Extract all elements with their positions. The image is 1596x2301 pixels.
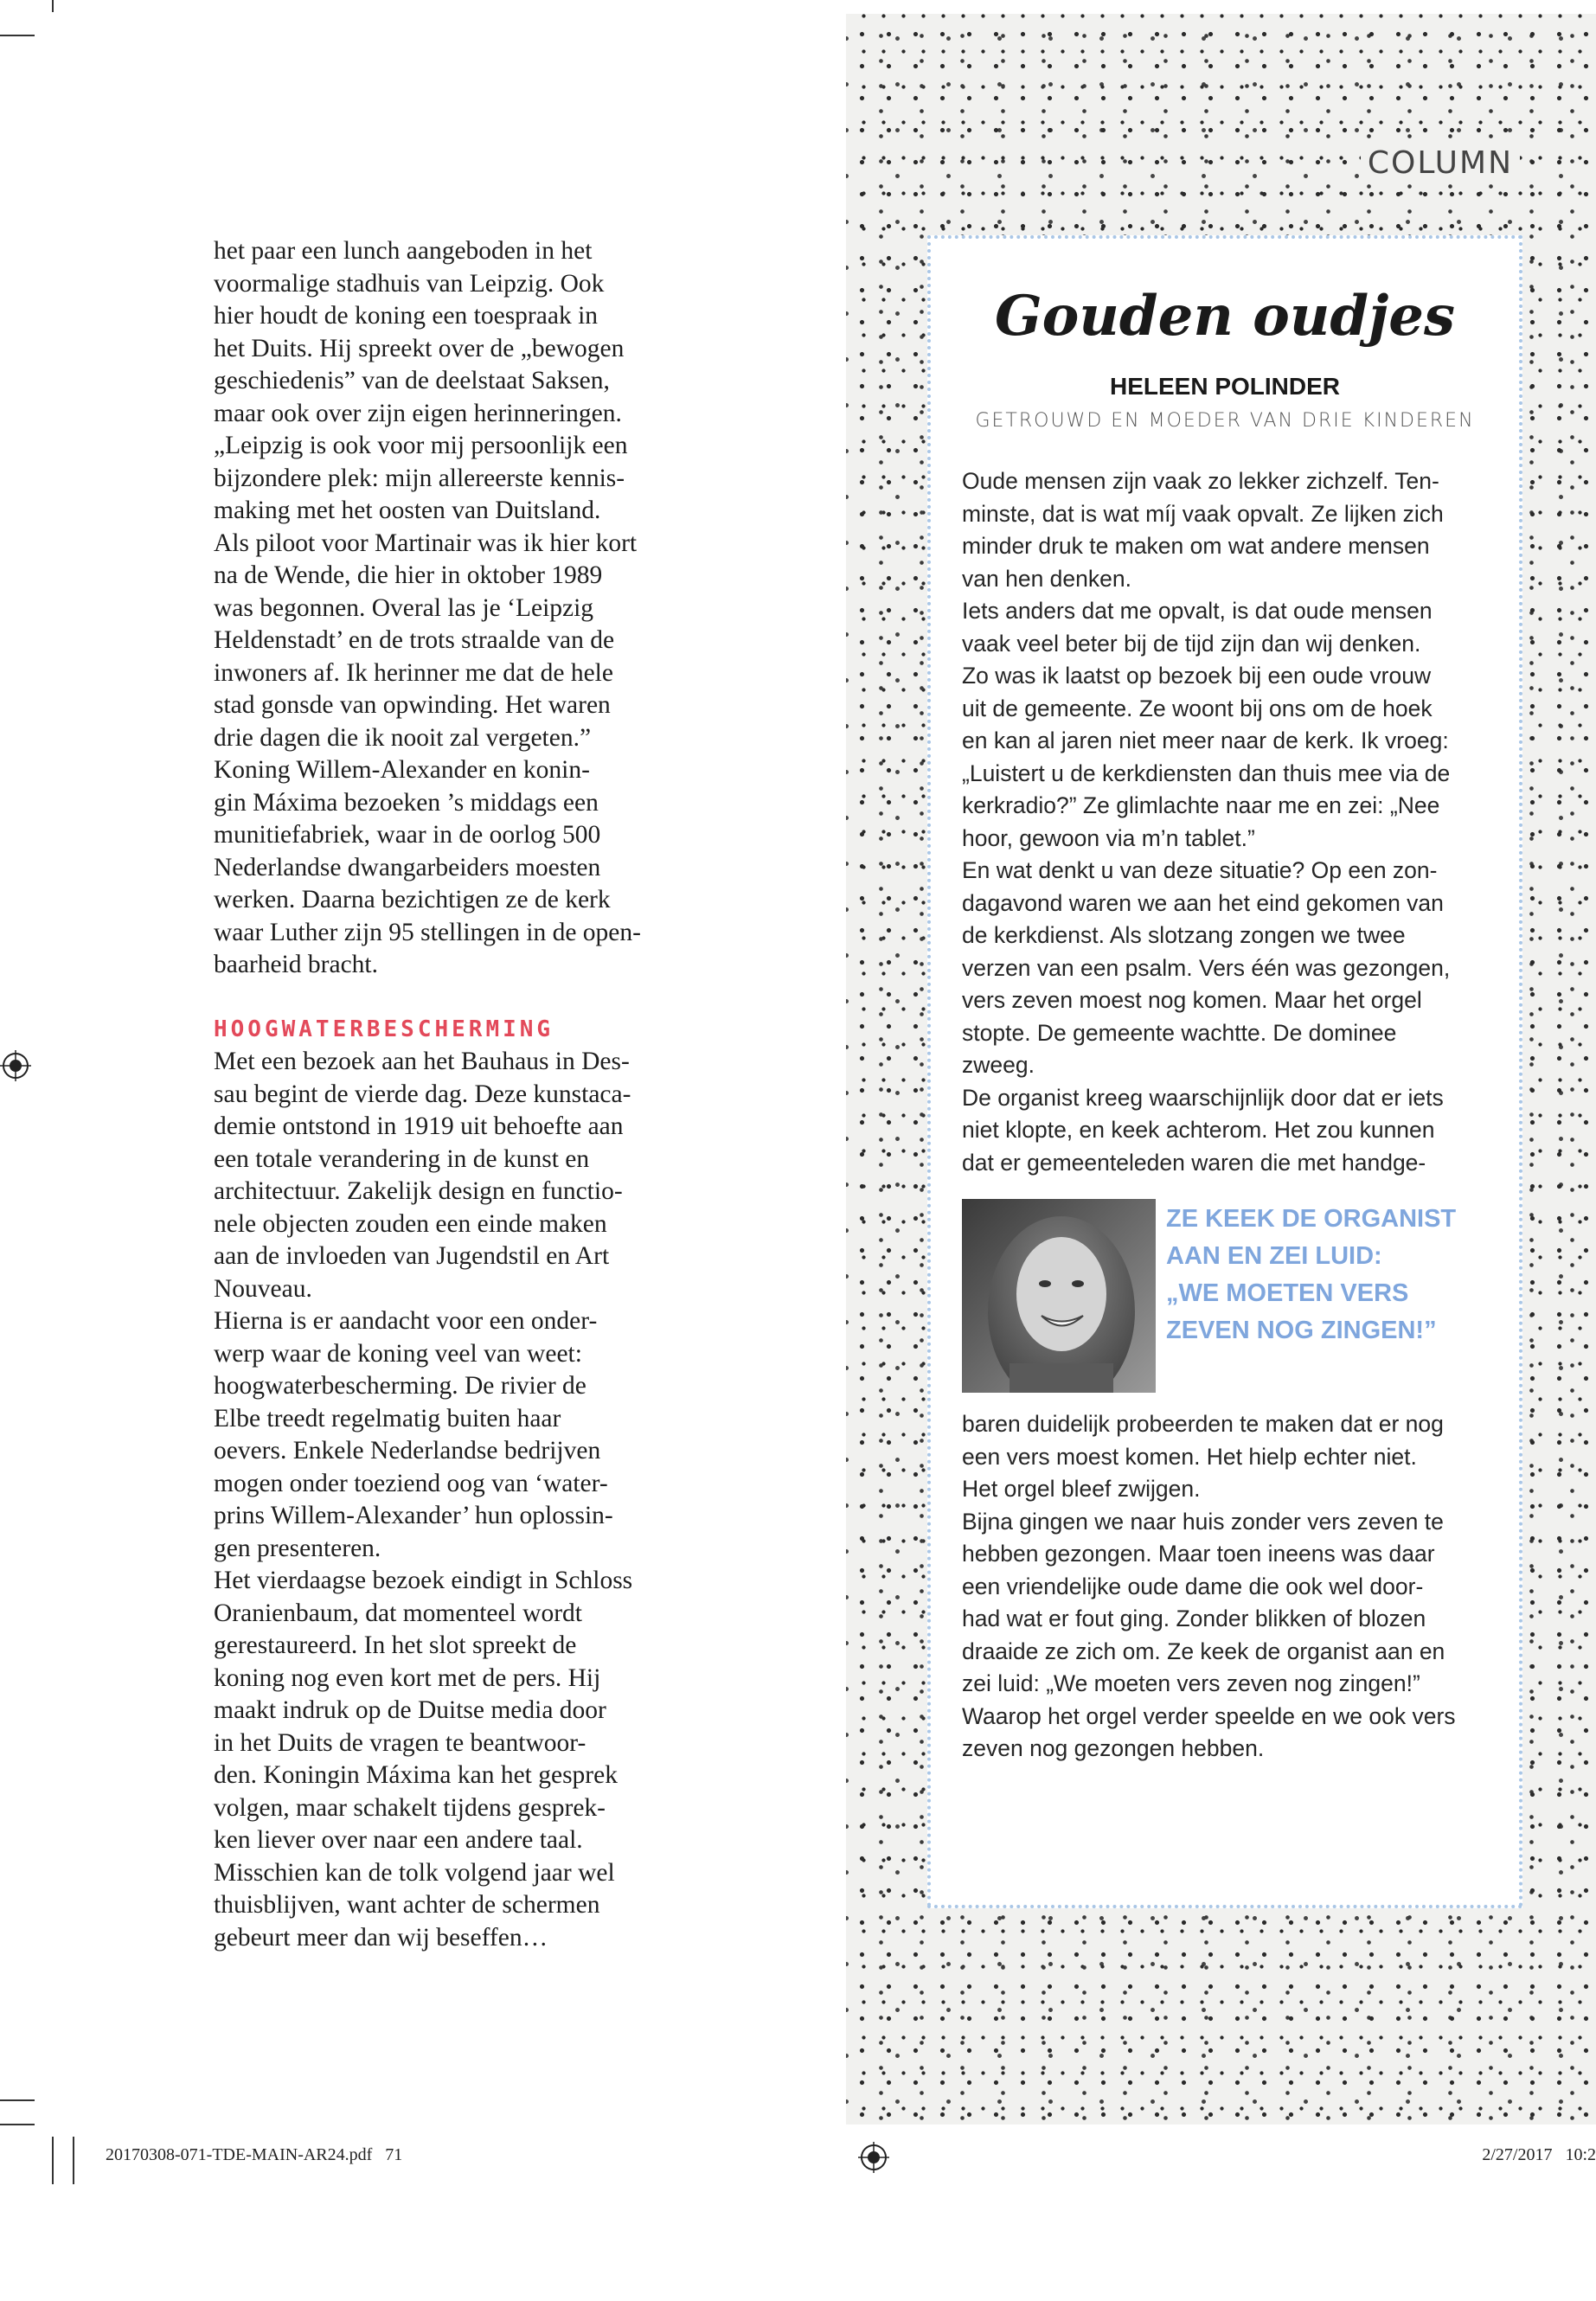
article-line: werp waar de koning veel van weet: [214, 1339, 582, 1368]
article-line: maakt indruk op de Duitse media door [214, 1696, 606, 1724]
article-paragraphs [214, 235, 681, 982]
column-label: COLUMN [1361, 144, 1520, 183]
article-line: na de Wende, die hier in oktober 1989 [214, 561, 603, 589]
article-line: ken liever over naar een andere taal. [214, 1826, 583, 1854]
article-line: bijzondere plek: mijn allereerste kennis- [214, 464, 625, 492]
article-line: maar ook over zijn eigen herinneringen. [214, 399, 622, 427]
article-line: mogen onder toeziend oog van ‘water- [214, 1469, 608, 1497]
article-line: hoogwaterbescherming. De rivier de [214, 1372, 586, 1400]
article-line: inwoners af. Ik herinner me dat de hele [214, 658, 613, 687]
article-line: sau begint de vierde dag. Deze kunstaca- [214, 1080, 631, 1108]
column-body-1 [962, 465, 1498, 1179]
article-line: koning nog even kort met de pers. Hij [214, 1663, 601, 1692]
article-line: drie dagen die ik nooit zal vergeten.” [214, 723, 592, 752]
article-line: hier houdt de koning een toespraak in [214, 302, 599, 330]
column-title: Gouden oudjes [994, 284, 1456, 349]
article-line: oevers. Enkele Nederlandse bedrijven [214, 1437, 601, 1465]
column-line: De organist kreeg waarschijnlijk door dat er iets [962, 1084, 1444, 1111]
author-role: GETROUWD EN MOEDER VAN DRIE KINDEREN [975, 410, 1475, 432]
article-line: Het vierdaagse bezoek eindigt in Schloss [214, 1567, 633, 1594]
quote-line: ZE KEEK DE ORGANIST [1166, 1205, 1457, 1233]
article-line: gerestaureerd. In het slot spreekt de [214, 1631, 577, 1659]
article-line: een totale verandering in de kunst en [214, 1144, 590, 1173]
article-line: geschiedenis” van de deelstaat Saksen, [214, 367, 610, 394]
crop-mark [73, 2137, 74, 2184]
article-line: Nouveau. [214, 1274, 312, 1303]
registration-mark-icon [0, 1050, 31, 1081]
column-line: Het orgel bleef zwijgen. [962, 1476, 1201, 1502]
column-line: Iets anders dat me opvalt, is dat oude mensen [962, 598, 1433, 624]
article-line: baarheid bracht. [214, 951, 379, 978]
author-photo [962, 1199, 1156, 1393]
column-line: „Luistert u de kerkdiensten dan thuis mee via de [962, 760, 1451, 786]
author-portrait-image [962, 1199, 1156, 1393]
article-line: waar Luther zijn 95 stellingen in de open- [214, 918, 641, 946]
column-line: uit de gemeente. Ze woont bij ons om de hoek [962, 695, 1433, 721]
article-line: Met een bezoek aan het Bauhaus in Des- [214, 1048, 630, 1075]
column-line: zweeg. [962, 1052, 1035, 1078]
column-line: vaak veel beter bij de tijd zijn dan wij denken. [962, 630, 1421, 657]
column-line: had wat er fout ging. Zonder blikken of blozen [962, 1606, 1426, 1631]
column-line: niet klopte, en keek achterom. Het zou kunnen [962, 1117, 1435, 1143]
column-line: vers zeven moest nog komen. Maar het orgel [962, 987, 1422, 1013]
article-line: Misschien kan de tolk volgend jaar wel [214, 1858, 615, 1887]
article-line: gen presenteren. [214, 1534, 381, 1562]
article-line: Heldenstadt’ en de trots straalde van de [214, 626, 615, 654]
article-left-column [214, 235, 681, 1954]
footer-filename: 20170308-071-TDE-MAIN-AR24.pdf 71 [106, 2145, 403, 2164]
column-line: dat er gemeenteleden waren die met handge- [962, 1149, 1426, 1176]
article-line: gin Máxima bezoeken ’s middags een [214, 788, 599, 817]
crop-mark [0, 2099, 35, 2101]
footer-date: 2/27/2017 10:2 [1482, 2145, 1596, 2164]
crop-mark [52, 2137, 54, 2184]
article-line: het paar een lunch aangeboden in het [214, 237, 593, 265]
article-line: stad gonsde van opwinding. Het waren [214, 691, 611, 719]
column-line: de kerkdienst. Als slotzang zongen we twee [962, 922, 1406, 948]
column-line: minste, dat is wat míj vaak opvalt. Ze lijken zich [962, 500, 1444, 527]
crop-mark [0, 2124, 35, 2125]
author-name: HELEEN POLINDER [1109, 373, 1341, 400]
article-line: Nederlandse dwangarbeiders moesten [214, 853, 601, 881]
column-line: stopte. De gemeente wachtte. De dominee [962, 1019, 1397, 1046]
article-line: making met het oosten van Duitsland. [214, 497, 601, 524]
column-line: zeven nog gezongen hebben. [962, 1735, 1265, 1761]
column-body-2 [962, 1408, 1498, 1766]
column-card [927, 235, 1522, 1908]
article-line: architectuur. Zakelijk design en functio- [214, 1177, 623, 1205]
article-paragraphs-2 [214, 1046, 681, 1954]
column-line: draaide ze zich om. Ze keek de organist aan en [962, 1638, 1445, 1664]
column-line: en kan al jaren niet meer naar de kerk. Ik vroeg: [962, 727, 1449, 753]
column-line: een vers moest komen. Het hielp echter niet. [962, 1443, 1417, 1470]
article-line: volgen, maar schakelt tijdens gesprek- [214, 1793, 606, 1822]
article-line: Als piloot voor Martinair was ik hier kort [214, 529, 638, 557]
article-line: Koning Willem-Alexander en konin- [214, 756, 590, 784]
article-line: aan de invloeden van Jugendstil en Art [214, 1242, 610, 1270]
column-line: kerkradio?” Ze glimlachte naar me en zei: „Nee [962, 792, 1440, 818]
article-line: voormalige stadhuis van Leipzig. Ook [214, 269, 605, 298]
column-line: van hen denken. [962, 565, 1131, 592]
article-line: Hierna is er aandacht voor een onder- [214, 1307, 598, 1335]
article-line: Elbe treedt regelmatig buiten haar [214, 1404, 561, 1433]
article-line: het Duits. Hij spreekt over de „bewogen [214, 334, 625, 362]
column-line: baren duidelijk probeerden te maken dat er nog [962, 1411, 1444, 1437]
column-line: minder druk te maken om wat andere mensen [962, 533, 1430, 559]
column-line: En wat denkt u van deze situatie? Op een zon- [962, 857, 1438, 883]
column-line: Zo was ik laatst op bezoek bij een oude vrouw [962, 663, 1432, 689]
registration-mark-icon [858, 2142, 889, 2173]
article-line: werken. Daarna bezichtigen ze de kerk [214, 886, 611, 913]
article-line: gebeurt meer dan wij beseffen… [214, 1923, 548, 1952]
quote-line: „WE MOETEN VERS [1166, 1279, 1409, 1307]
article-line: Oranienbaum, dat momenteel wordt [214, 1599, 582, 1627]
article-line: was begonnen. Overal las je ‘Leipzig [214, 593, 594, 622]
article-line: prins Willem-Alexander’ hun oplossin- [214, 1502, 613, 1529]
pull-quote [1166, 1201, 1495, 1349]
article-subheading: HOOGWATERBESCHERMING [214, 1016, 554, 1042]
crop-mark [52, 0, 54, 12]
quote-line: AAN EN ZEI LUID: [1166, 1242, 1382, 1270]
article-line: den. Koningin Máxima kan het gesprek [214, 1761, 618, 1789]
article-line: munitiefabriek, waar in de oorlog 500 [214, 821, 601, 849]
column-line: zei luid: „We moeten vers zeven nog zingen!” [962, 1670, 1420, 1696]
column-line: hebben gezongen. Maar toen ineens was daar [962, 1541, 1435, 1567]
column-line: hoor, gewoon via m’n tablet.” [962, 824, 1255, 851]
crop-mark [0, 35, 35, 36]
article-line: demie ontstond in 1919 uit behoefte aan [214, 1112, 624, 1140]
column-line: een vriendelijke oude dame die ook wel door- [962, 1573, 1424, 1599]
article-line: thuisblijven, want achter de schermen [214, 1891, 600, 1919]
column-line: verzen van een psalm. Vers één was gezongen, [962, 954, 1451, 981]
article-line: in het Duits de vragen te beantwoor- [214, 1728, 586, 1757]
quote-line: ZEVEN NOG ZINGEN!” [1166, 1317, 1437, 1344]
column-line: dagavond waren we aan het eind gekomen van [962, 889, 1444, 916]
column-line: Waarop het orgel verder speelde en we ook vers [962, 1702, 1456, 1729]
article-line: „Leipzig is ook voor mij persoonlijk een [214, 432, 628, 459]
column-line: Bijna gingen we naar huis zonder vers zeven te [962, 1508, 1444, 1535]
article-line: nele objecten zouden een einde maken [214, 1209, 607, 1238]
column-line: Oude mensen zijn vaak zo lekker zichzelf. Ten- [962, 468, 1439, 494]
